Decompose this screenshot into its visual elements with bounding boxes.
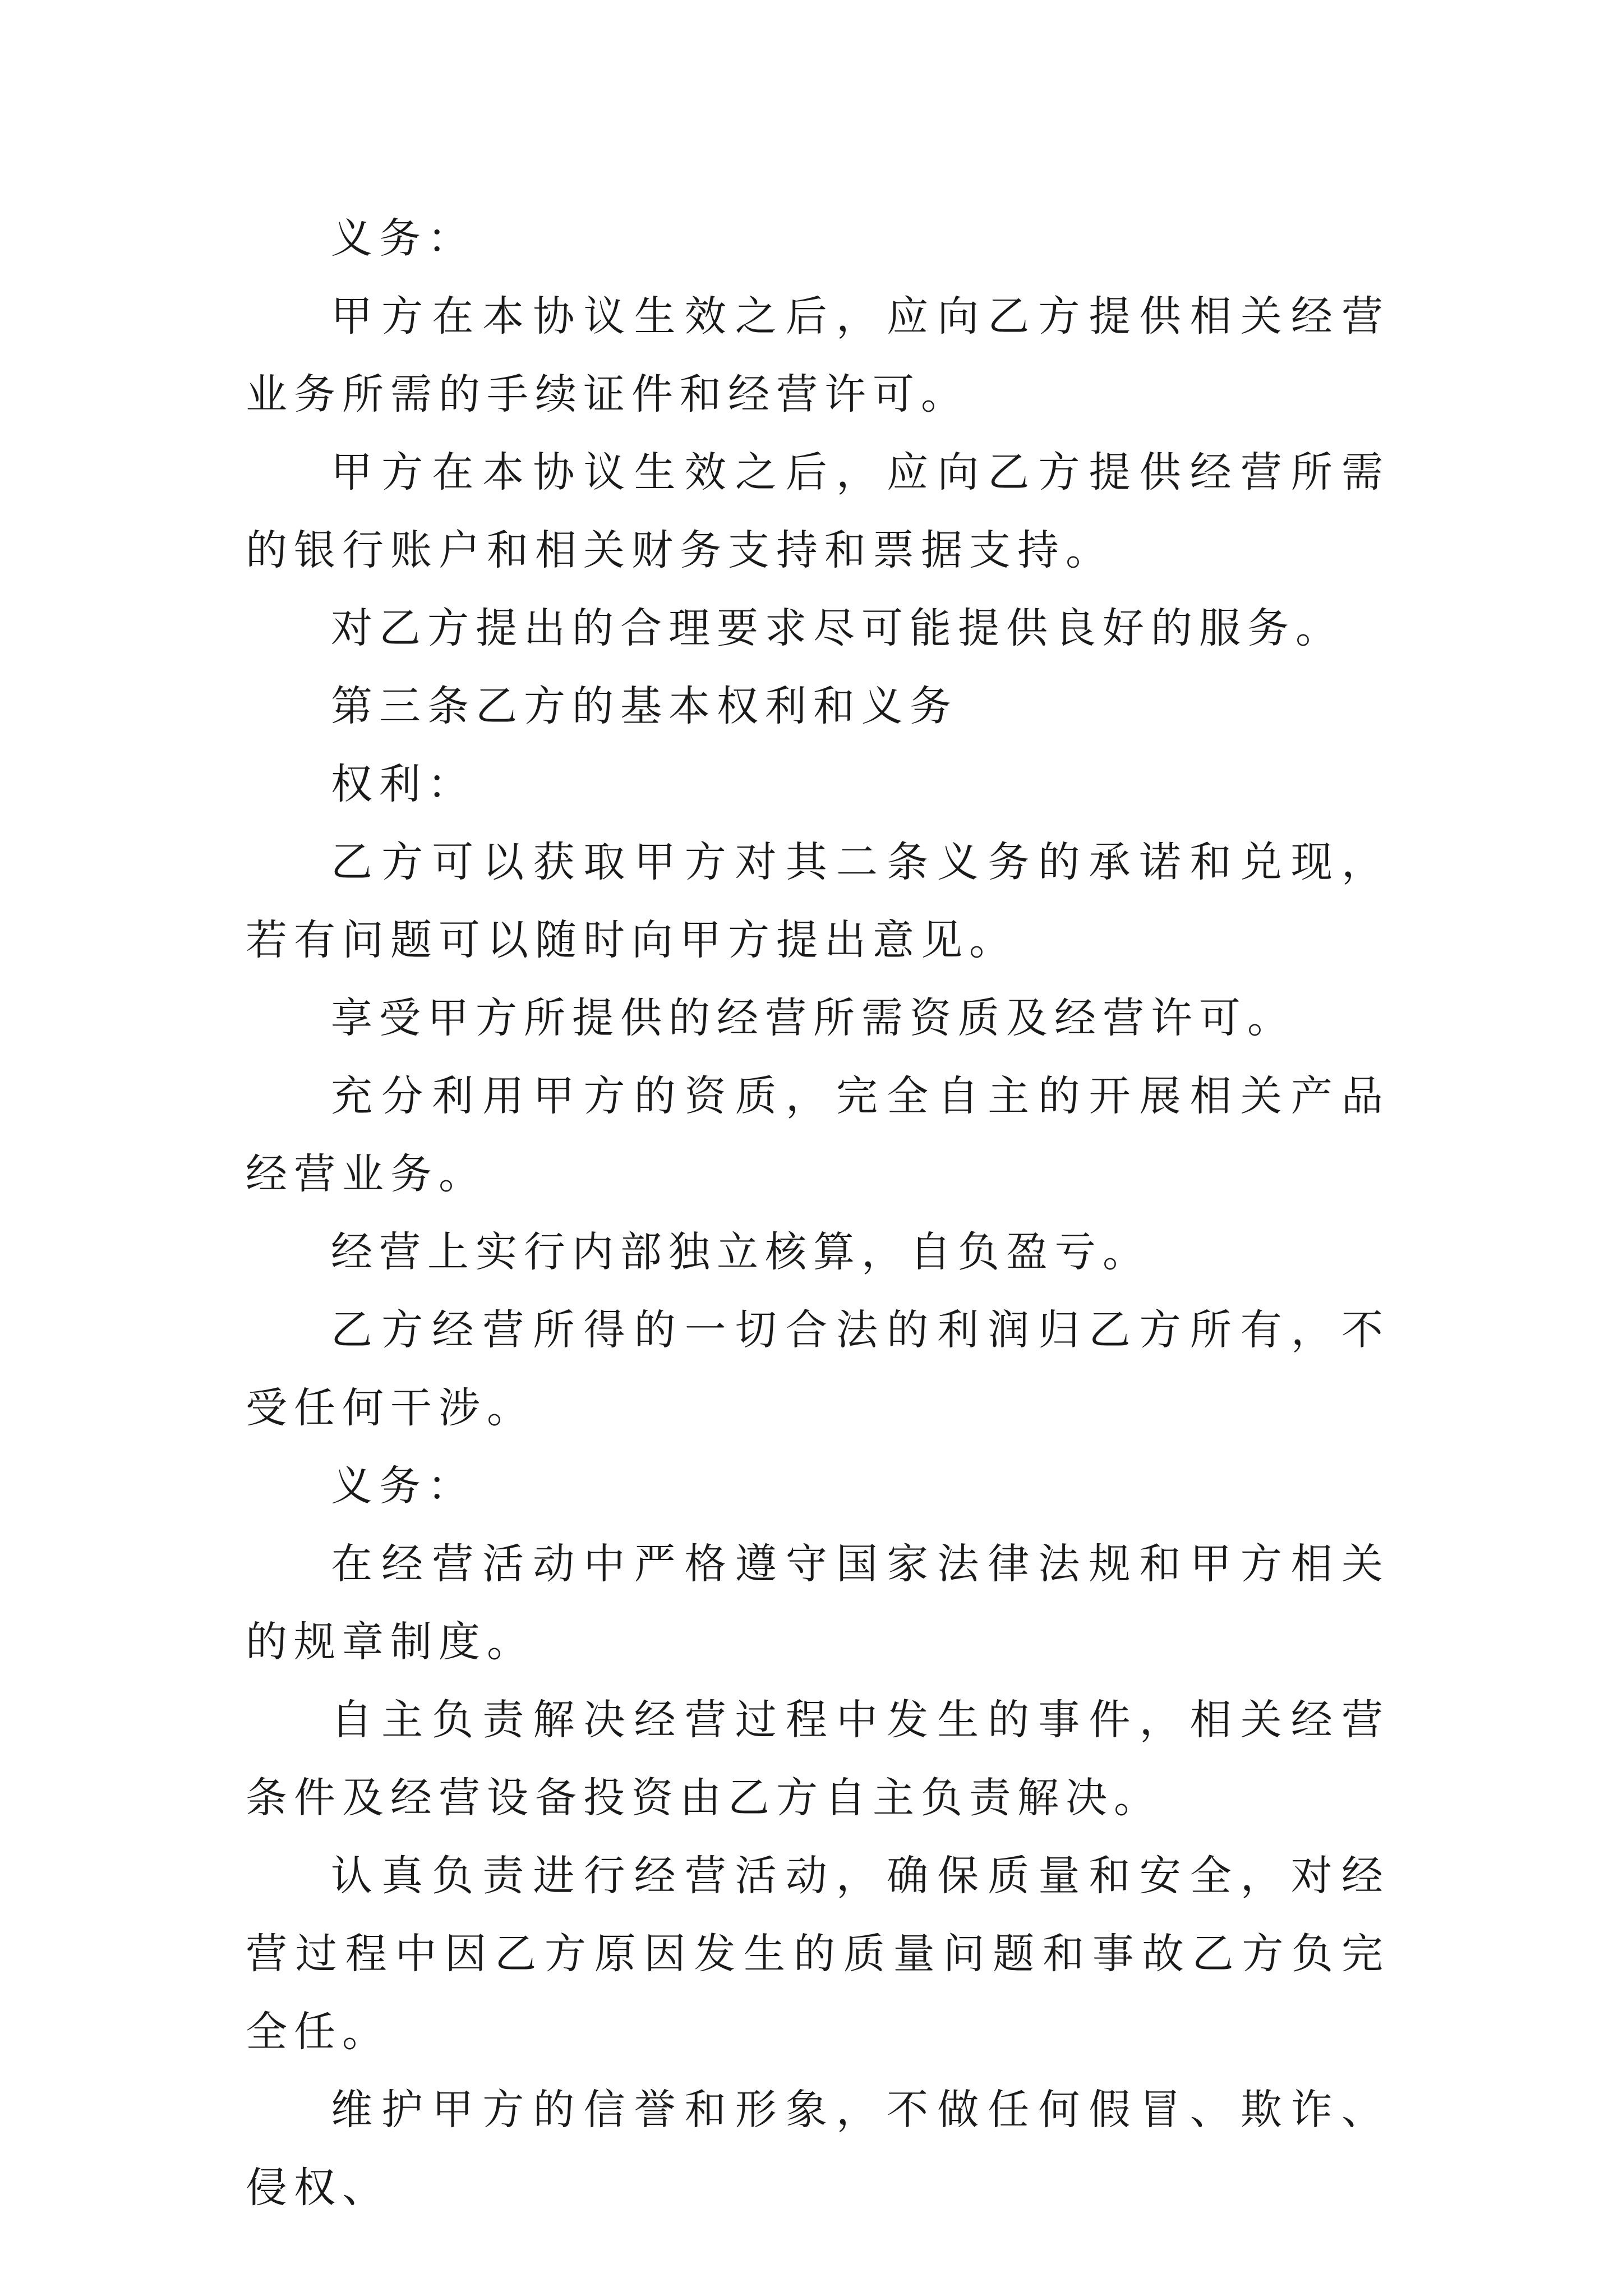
- paragraph-party-b-qualification: 享受甲方所提供的经营所需资质及经营许可。: [331, 994, 1295, 1042]
- paragraph-obligations-heading: 义务：: [331, 214, 476, 263]
- paragraph-party-b-resolution: 自主负责解决经营过程中发生的事件，相关经营条件及经营设备投资由乙方自主负责解决。: [246, 1696, 1390, 1822]
- paragraph-party-a-service: 对乙方提出的合理要求尽可能提供良好的服务。: [331, 604, 1344, 652]
- paragraph-party-b-commitment: 乙方可以获取甲方对其二条义务的承诺和兑现，若有问题可以随时向甲方提出意见。: [246, 838, 1390, 964]
- paragraph-party-a-bank-account: 甲方在本协议生效之后，应向乙方提供经营所需的银行账户和相关财务支持和票据支持。: [246, 448, 1390, 574]
- paragraph-party-a-licenses: 甲方在本协议生效之后，应向乙方提供相关经营业务所需的手续证件和经营许可。: [246, 292, 1390, 418]
- paragraph-party-b-profits: 乙方经营所得的一切合法的利润归乙方所有，不受任何干涉。: [246, 1306, 1390, 1432]
- article-three-heading: 第三条乙方的基本权利和义务: [331, 682, 958, 730]
- paragraph-party-b-autonomy: 充分利用甲方的资质，完全自主的开展相关产品经营业务。: [246, 1072, 1390, 1198]
- document-body: [246, 200, 1390, 2227]
- paragraph-rights-heading: 权利：: [331, 760, 476, 808]
- paragraph-party-b-compliance: 在经营活动中严格遵守国家法律法规和甲方相关的规章制度。: [246, 1540, 1390, 1666]
- paragraph-party-b-reputation: 维护甲方的信誉和形象，不做任何假冒、欺诈、侵权、: [246, 2086, 1390, 2212]
- paragraph-party-b-quality-safety: 认真负责进行经营活动，确保质量和安全，对经营过程中因乙方原因发生的质量问题和事故乙方负完全任。: [246, 1852, 1390, 2056]
- paragraph-obligations-heading-b: 义务：: [331, 1462, 476, 1510]
- paragraph-party-b-accounting: 经营上实行内部独立核算，自负盈亏。: [331, 1228, 1151, 1276]
